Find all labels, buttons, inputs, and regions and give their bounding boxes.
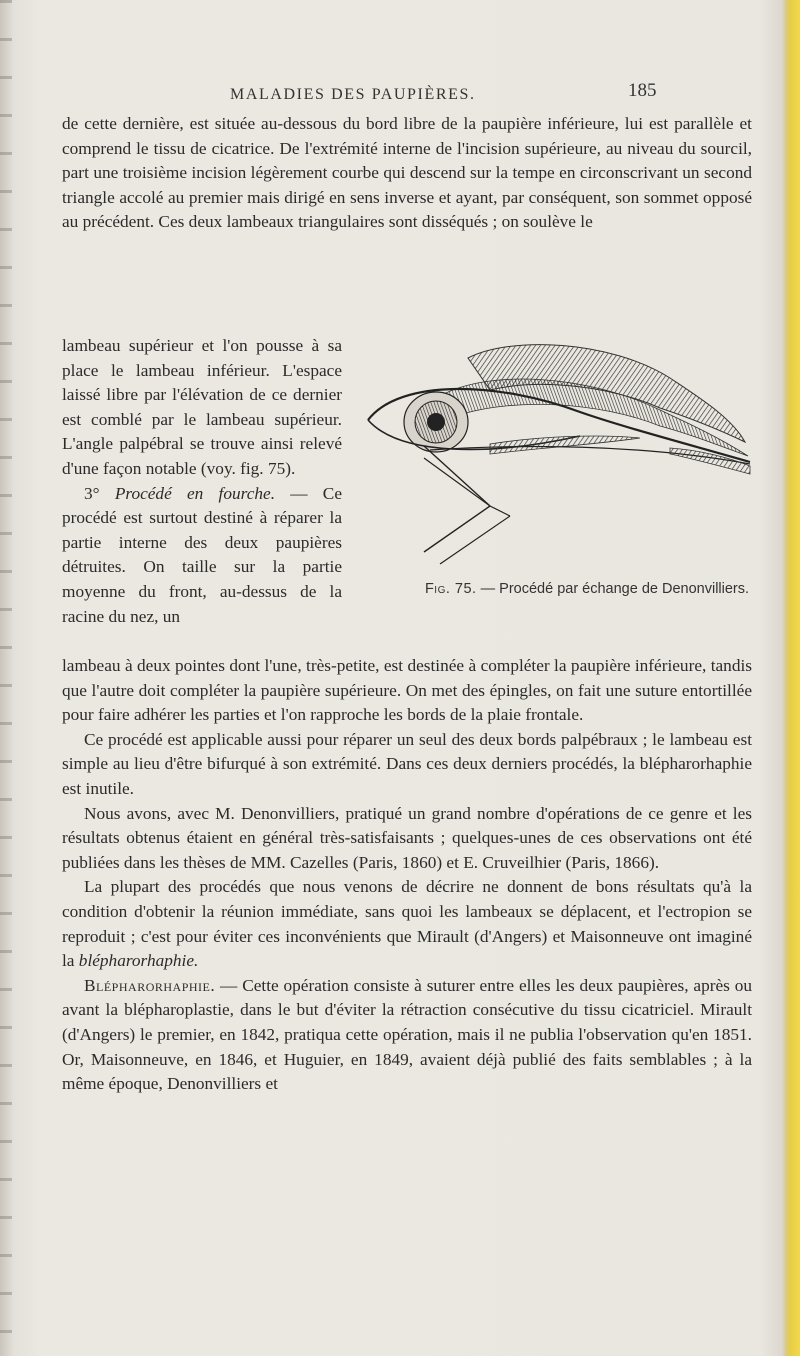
paragraph-6 [62, 974, 752, 1097]
paragraph-5 [62, 875, 752, 973]
eye-flap-illustration [340, 338, 752, 578]
paragraph-1: de cette dernière, est située au-dessous du bord libre de la paupière inférieure, lui est parallèle et comprend le tissu de cicatrice. De l'extrémité interne de l'incision supérieure, au niveau du sourcil, part une troisième incision légèrement courbe qui descend sur la tempe en circonscrivant un second triangle accolé au premier mais dirigé en sens inverse et ayant, par conséquent, son sommet opposé au précédent. Ces deux lambeaux triangulaires sont disséqués ; on soulève le [62, 114, 752, 232]
figure-caption-text: — Procédé par échange de Denonvilliers. [480, 581, 750, 597]
body-text-bottom [62, 654, 752, 1097]
procedure-title: Procédé en fourche. [114, 483, 276, 503]
figure-label: Fig. 75. [424, 581, 477, 597]
paragraph-1-continued: lambeau supérieur et l'on pousse à sa place le lambeau inférieur. L'espace laissé libre par l'élévation de ce dernier est comblé par le lambeau supérieur. L'angle palpébral se trouve ainsi relevé d'une façon notable (voy. fig. 75). [62, 336, 342, 478]
paragraph-3: Ce procédé est applicable aussi pour réparer un seul des deux bords palpébraux ; le lambeau est simple au lieu d'être bifurqué à son extrémité. Dans ces deux derniers procédés, la blépharorhaphie est inutile. [62, 729, 752, 798]
paragraph-2 [62, 482, 342, 630]
term-blepharorhaphie: blépharorhaphie. [78, 951, 199, 971]
body-text-top [62, 112, 752, 235]
paragraph-2-continued: lambeau à deux pointes dont l'une, très-petite, est destinée à compléter la paupière inférieure, tandis que l'autre doit compléter la paupière supérieure. On met des épingles, on fait une suture entortillée pour faire adhérer les parties et l'on rapproche les bords de la plaie frontale. [62, 656, 752, 725]
running-title: MALADIES DES PAUPIÈRES. [230, 86, 476, 103]
page-number: 185 [628, 80, 657, 101]
body-text-wrapped [62, 334, 342, 629]
section-heading-blepharorhaphie: Blépharorhaphie. [84, 975, 216, 995]
paragraph-5-body: La plupart des procédés que nous venons de décrire ne donnent de bons résultats qu'à la condition d'obtenir la réunion immédiate, sans quoi les lambeaux se déplacent, et l'ectropion se reproduit ; c'est pour éviter ces inconvénients que Mirault (d'Angers) et Maisonneuve ont imaginé la [62, 877, 752, 971]
paragraph-4: Nous avons, avec M. Denonvilliers, pratiqué un grand nombre d'opérations de ce genre et les résultats obtenus étaient en général très-satisfaisants ; quelques-unes de ces observations ont été publiées dans les thèses de MM. Cazelles (Paris, 1860) et E. Cruveilhier (Paris, 1866). [62, 803, 752, 872]
figure-75 [340, 338, 752, 668]
figure-caption [422, 580, 752, 598]
paragraph-6-body: — Cette opération consiste à suturer entre elles les deux paupières, après ou avant la blépharoplastie, dans le but d'éviter la rétraction consécutive du tissu cicatriciel. Mirault (d'Angers) le premier, en 1842, pratiqua cette opération, mais il ne publia l'observation qu'en 1851. Or, Maisonneuve, en 1846, et Huguier, en 1849, avaient déjà publié des faits semblables ; à la même époque, Denonvilliers et [62, 975, 752, 1094]
paragraph-2-body: — Ce procédé est surtout destiné à réparer la partie interne des deux paupières détruites. On taille sur la partie moyenne du front, au-dessus de la racine du nez, un [62, 483, 343, 626]
binding-gutter [0, 0, 12, 1356]
procedure-number: 3° [84, 483, 115, 503]
